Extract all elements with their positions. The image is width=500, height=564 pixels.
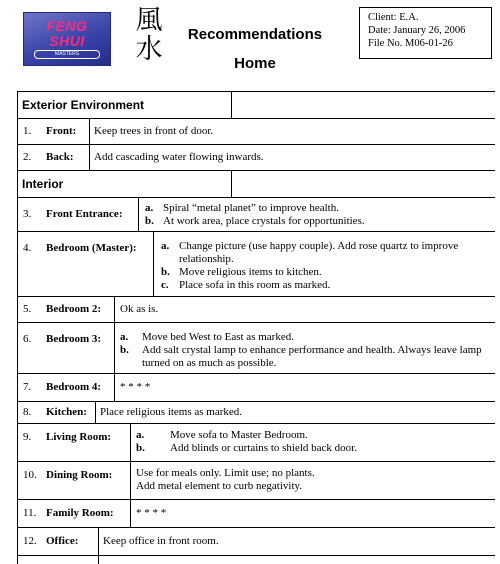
column-divider <box>98 556 99 564</box>
list-item <box>145 215 490 228</box>
row-recommendation: Add cascading water flowing inwards. <box>94 151 264 163</box>
chinese-character-wind: 風 <box>135 5 163 36</box>
row-number: 6. <box>23 333 32 345</box>
item-letter: a. <box>136 429 145 441</box>
item-letter: b. <box>145 215 154 227</box>
recommendations-table <box>17 91 495 564</box>
section-header-empty-cell <box>231 171 495 197</box>
row-recommendation-list <box>136 429 486 455</box>
list-item <box>136 442 486 455</box>
table-row-front <box>18 119 495 145</box>
table-row-dining-room <box>18 462 495 500</box>
item-letter: c. <box>161 279 169 291</box>
row-recommendation: * * * * <box>136 507 167 519</box>
row-number: 11. <box>23 507 37 519</box>
row-number: 4. <box>23 242 32 254</box>
item-letter: a. <box>161 240 170 252</box>
row-number: 3. <box>23 208 32 220</box>
row-room-name: Bedroom 3: <box>46 333 102 345</box>
list-item <box>136 429 486 442</box>
logo-text-masters: MASTERS <box>34 50 100 59</box>
list-item <box>145 202 490 215</box>
row-recommendation-list <box>120 331 488 370</box>
row-room-name: Bedroom (Master): <box>46 242 137 254</box>
table-row-kitchen <box>18 402 495 424</box>
row-recommendation: Keep office in front room. <box>103 535 219 547</box>
row-room-name: Living Room: <box>46 431 112 443</box>
item-text: Change picture (use happy couple). Add rose quartz to improve relationship. <box>179 240 459 265</box>
row-room-name: Front: <box>46 125 77 137</box>
section-header-empty-cell <box>231 92 495 118</box>
row-number: 12. <box>23 535 37 547</box>
row-recommendation-list <box>145 202 490 228</box>
table-row-bedroom-master <box>18 232 495 297</box>
column-divider <box>130 424 131 461</box>
column-divider <box>153 232 154 296</box>
column-divider <box>89 119 90 144</box>
column-divider <box>114 323 115 373</box>
section-header-exterior <box>18 92 495 119</box>
item-text: Add salt crystal lamp to enhance performance and health. Always leave lamp turned on as much as possible. <box>142 344 482 369</box>
item-text: At work area, place crystals for opportunities. <box>163 215 365 227</box>
recommendation-line: Use for meals only. Limit use; no plants. <box>136 467 315 479</box>
table-row-front-entrance <box>18 198 495 232</box>
column-divider <box>98 528 99 555</box>
row-room-name: Back: <box>46 151 74 163</box>
row-number: 7. <box>23 381 32 393</box>
column-divider <box>114 374 115 401</box>
recommendation-line: Add metal element to curb negativity. <box>136 480 303 492</box>
item-text: Place sofa in this room as marked. <box>179 279 331 291</box>
column-divider <box>130 500 131 527</box>
row-recommendation: * * * * <box>120 381 151 393</box>
row-number: 5. <box>23 303 32 315</box>
client-info-box <box>359 7 492 59</box>
row-recommendation-list <box>161 240 479 292</box>
row-room-name: Front Entrance: <box>46 208 123 220</box>
row-number: 9. <box>23 431 32 443</box>
document-title: Recommendations <box>187 26 323 43</box>
logo-text-shui: SHUI <box>49 33 85 49</box>
section-header-interior <box>18 171 495 198</box>
item-letter: a. <box>120 331 129 343</box>
row-room-name: Family Room: <box>46 507 114 519</box>
client-line: Client: E.A. <box>368 12 419 23</box>
logo-text-feng: FENG <box>46 18 88 34</box>
table-row-bedroom-2 <box>18 297 495 323</box>
section-title: Interior <box>22 177 64 191</box>
item-letter: b. <box>161 266 170 278</box>
list-item <box>161 240 479 266</box>
item-letter: b. <box>120 344 129 356</box>
row-recommendation: Place religious items as marked. <box>100 406 243 418</box>
table-row-back <box>18 145 495 171</box>
row-number: 1. <box>23 125 32 137</box>
row-recommendation: Ok as is. <box>120 303 159 315</box>
item-text: Move religious items to kitchen. <box>179 266 322 278</box>
column-divider <box>95 402 96 423</box>
item-text: Move bed West to East as marked. <box>142 331 294 343</box>
chinese-characters <box>133 6 165 64</box>
row-room-name: Kitchen: <box>46 406 87 418</box>
item-text: Spiral “metal planet” to improve health. <box>163 202 339 214</box>
file-number-line: File No. M06-01-26 <box>368 38 453 49</box>
row-room-name: Bedroom 4: <box>46 381 102 393</box>
list-item <box>120 344 488 370</box>
row-recommendation-lines <box>136 467 486 493</box>
feng-shui-masters-logo <box>23 12 111 66</box>
date-line: Date: January 26, 2006 <box>368 25 466 36</box>
table-row-family-room <box>18 500 495 528</box>
table-row-partial <box>18 556 495 564</box>
table-row-office <box>18 528 495 556</box>
chinese-character-water: 水 <box>135 34 163 65</box>
list-item <box>161 279 479 292</box>
row-room-name: Bedroom 2: <box>46 303 102 315</box>
table-row-bedroom-3 <box>18 323 495 374</box>
list-item <box>120 331 488 344</box>
document-subtitle: Home <box>234 55 276 72</box>
item-letter: b. <box>136 442 145 454</box>
item-letter: a. <box>145 202 154 214</box>
column-divider <box>114 297 115 322</box>
column-divider <box>130 462 131 499</box>
item-text: Add blinds or curtains to shield back door. <box>170 442 357 454</box>
list-item <box>161 266 479 279</box>
column-divider <box>138 198 139 231</box>
table-row-living-room <box>18 424 495 462</box>
item-text: Move sofa to Master Bedroom. <box>170 429 308 441</box>
row-number: 10. <box>23 469 37 481</box>
row-room-name: Office: <box>46 535 79 547</box>
table-row-bedroom-4 <box>18 374 495 402</box>
row-number: 2. <box>23 151 32 163</box>
row-recommendation: Keep trees in front of door. <box>94 125 214 137</box>
row-room-name: Dining Room: <box>46 469 113 481</box>
column-divider <box>89 145 90 170</box>
row-number: 8. <box>23 406 32 418</box>
section-title: Exterior Environment <box>22 98 145 112</box>
